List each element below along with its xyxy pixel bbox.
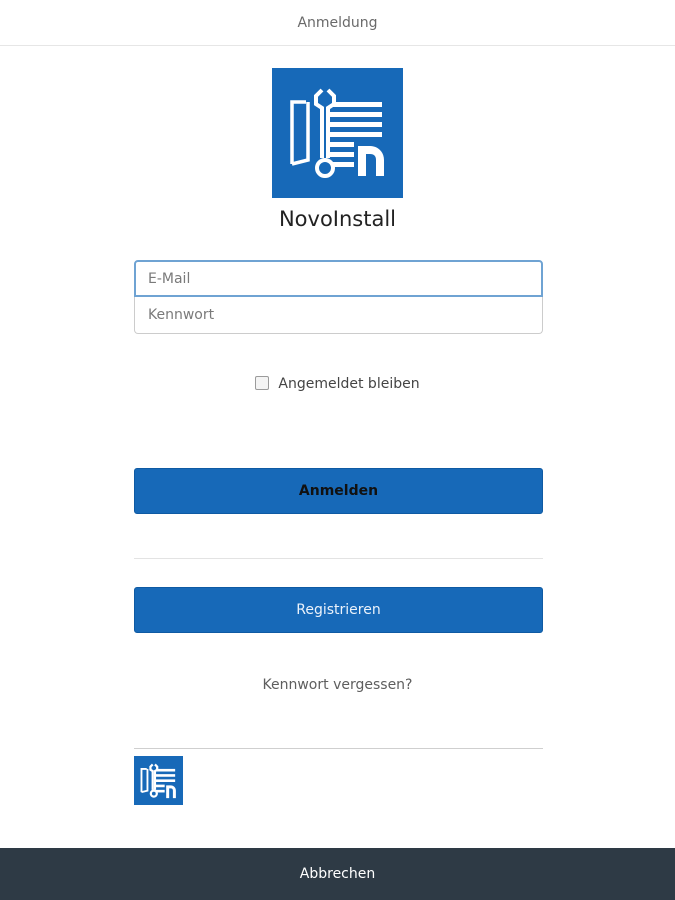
cancel-bar[interactable] [0,848,675,900]
register-button[interactable] [134,587,543,633]
login-button-label: Anmelden [298,483,379,499]
password-field[interactable] [134,297,543,334]
app-name: NovoInstall [278,207,397,231]
page-header [0,0,675,46]
login-button[interactable] [134,468,543,514]
register-button-label: Registrieren [296,602,381,618]
page-title: Anmeldung [297,14,378,31]
remember-me-row[interactable] [0,376,675,392]
novoinstall-logo-icon [272,68,403,198]
divider [134,558,543,559]
remember-me-label: Angemeldet bleiben [278,376,420,392]
forgot-password-link[interactable]: Kennwort vergessen? [262,677,413,693]
divider [134,748,543,749]
cancel-button-label: Abbrechen [299,866,376,882]
remember-me-checkbox[interactable] [255,376,269,390]
novoinstall-small-logo-icon [134,756,183,805]
email-field[interactable] [134,260,543,297]
